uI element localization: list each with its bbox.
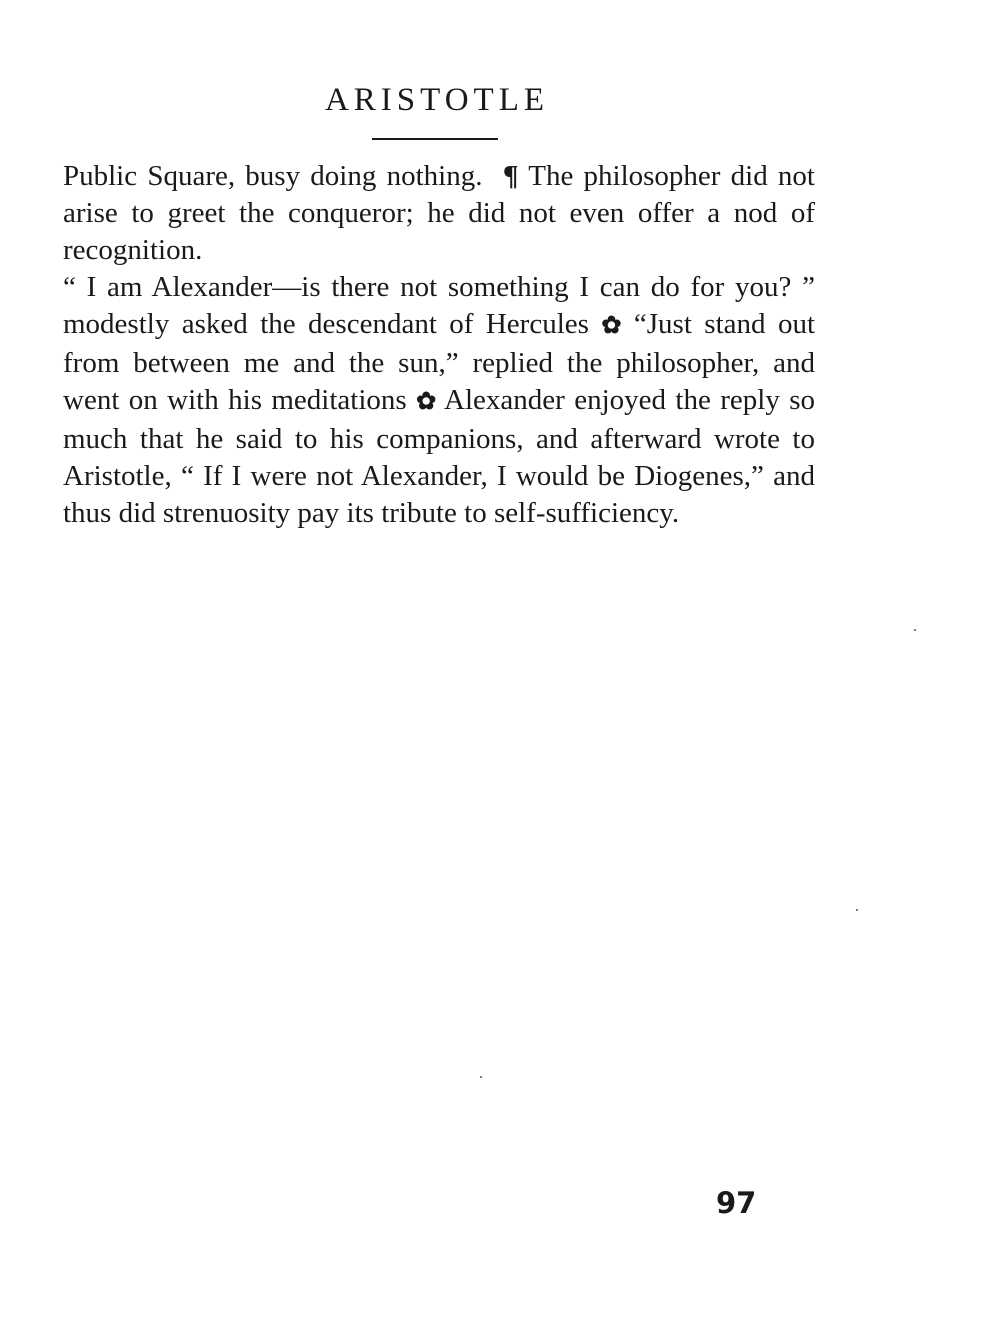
paragraph-1 xyxy=(63,158,815,269)
paper-speck xyxy=(914,629,916,631)
page-number: 97 xyxy=(716,1186,757,1220)
diogenes-reply: “Just stand out from between me and the sun,” replied the philosopher, and went on with his meditations xyxy=(63,308,815,416)
paper-speck xyxy=(856,909,858,911)
ornament-icon: ✿ xyxy=(416,389,437,415)
ornament-icon: ✿ xyxy=(601,313,622,339)
body-text xyxy=(63,158,815,532)
paragraph-1-start: Public Square, busy doing nothing. xyxy=(63,160,483,192)
paper-speck xyxy=(480,1076,482,1078)
paragraph-1-continuation: The philosopher did not arise to greet the conqueror; he did not even offer a nod of recognition. xyxy=(63,160,815,266)
pilcrow-icon: ¶ xyxy=(502,160,519,192)
paragraph-2 xyxy=(63,269,815,532)
running-head: ARISTOTLE xyxy=(324,82,550,118)
header-rule xyxy=(372,138,498,140)
alexander-remark: Alexander enjoyed the reply so much that he said to his companions, and afterward wrote to Aristotle, “ If I were not Alexander, I would be Diogenes,” and thus did strenuosity pay its tribute to self-sufficiency. xyxy=(63,384,816,529)
alexander-question: “ I am Alexander—is there not something I can do for you? ” modestly asked the descendant of Hercules xyxy=(63,271,815,340)
